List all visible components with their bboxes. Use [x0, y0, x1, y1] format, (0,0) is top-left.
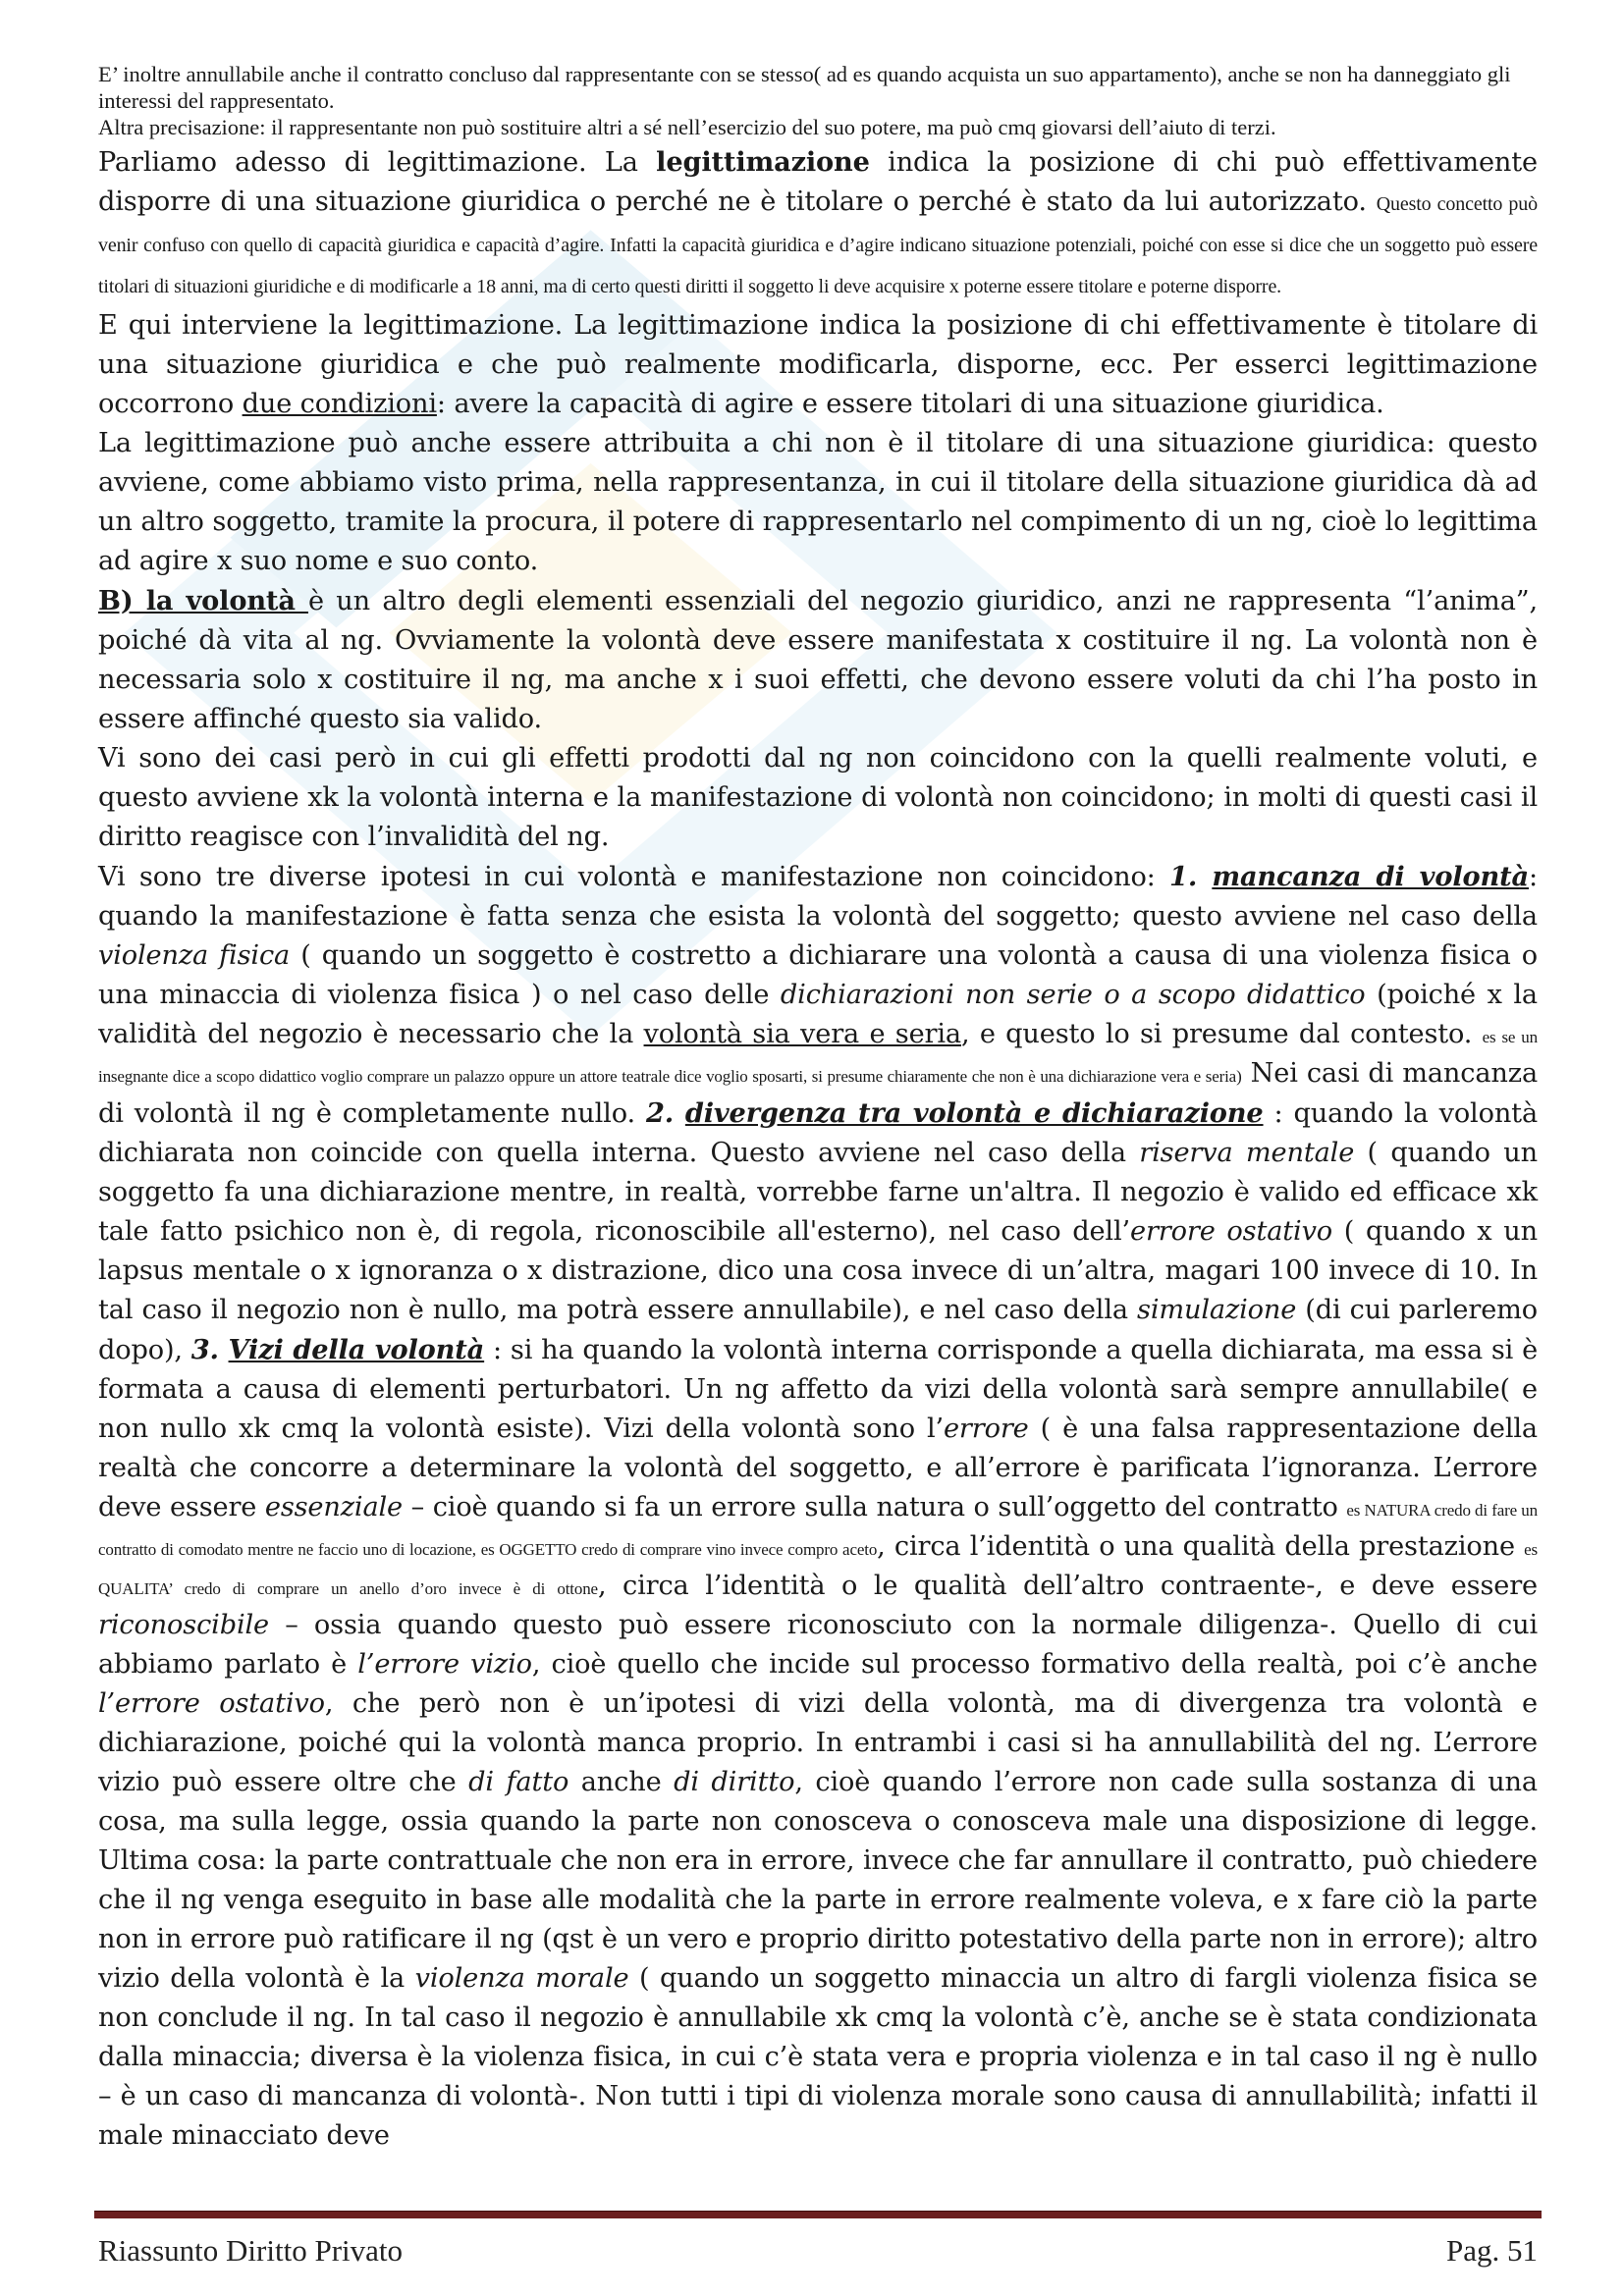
- text-run: E qui interviene la legittimazione. La legittimazione indica la posizione di chi effettivamente è titolare di una situazione giuridica e che può realmente modificarla, disporne, ecc. Per esserci legittimazione occorrono: [98, 310, 1538, 419]
- item-number-2: 2.: [645, 1097, 685, 1129]
- italic-term: l’errore vizio: [357, 1649, 532, 1680]
- page-number: Pag. 51: [1446, 2233, 1538, 2268]
- bold-term-legittimazione: legittimazione: [656, 146, 870, 178]
- text-run: , cioè quando l’errore non cade sulla sostanza di una cosa, ma sulla legge, ossia quando la parte non conosceva o conosceva male una disposizione di legge. Ultima cosa: la parte contrattuale che non era in errore, invece che far annullare il contratto, può chiedere che il ng venga eseguito in base alle modalità che la parte in errore realmente voleva, e x fare ciò la parte non in errore può ratificare il ng (qst è un vero e proprio diritto potestativo della parte non in errore); altro vizio della volontà è la: [98, 1767, 1538, 1994]
- text-run: : quando la manifestazione è fatta senza che esista la volontà del soggetto; questo avviene nel caso della: [98, 862, 1538, 932]
- intro-sentence-1: E’ inoltre annullabile anche il contratto concluso dal rappresentante con se stesso( ad es quando acquista un suo appartamento), anche se non ha danneggiato gli interessi del rappresentato.: [98, 62, 1511, 113]
- text-run: : quando la volontà dichiarata non coincide con quella interna. Questo avviene nel caso della: [98, 1098, 1539, 1168]
- text-run: Nei casi di mancanza di volontà il ng è completamente nullo.: [98, 1058, 1539, 1129]
- text-run: , cioè quello che incide sul processo formativo della realtà, poi c’è anche: [531, 1649, 1538, 1680]
- text-run: ( quando un soggetto minaccia un altro di fargli violenza fisica se non conclude il ng. In tal caso il negozio è annullabile xk cmq la volontà c’è, anche se è stata condizionata dalla minaccia; diversa è la violenza fisica, in cui c’è stata vera e propria violenza e in tal caso il ng è nullo – è un caso di mancanza di volontà-. Non tutti i tipi di violenza morale sono causa di annullabilità; infatti il male minacciato deve: [98, 1963, 1538, 2151]
- italic-term: simulazione: [1137, 1295, 1297, 1325]
- text-run: Vi sono tre diverse ipotesi in cui volontà e manifestazione non coincidono:: [98, 862, 1170, 892]
- italic-term: l’errore ostativo: [98, 1688, 325, 1719]
- text-run: Parliamo adesso di legittimazione. La: [98, 147, 657, 178]
- inline-note: es NATURA credo di fare un contratto di comodato mentre ne faccio uno di locazione, es OGGETTO credo di comprare vino invece compro aceto: [98, 1501, 1538, 1559]
- italic-term: di diritto: [674, 1767, 795, 1797]
- item-number-3: 3.: [190, 1334, 229, 1365]
- item-heading-divergenza: divergenza tra volontà e dichiarazione: [684, 1097, 1264, 1129]
- text-run: – ossia quando questo può essere riconosciuto con la normale diligenza-. Quello di cui abbiamo parlato è: [98, 1610, 1538, 1680]
- paragraph-legittimazione: [98, 142, 1538, 306]
- underlined-due-condizioni: due condizioni: [242, 389, 437, 419]
- inline-note: es QUALITA’ credo di comprare un anello d’oro invece è di ottone: [98, 1540, 1538, 1598]
- text-run: ( quando x un lapsus mentale o x ignoranza o x distrazione, dico una cosa invece di un’altra, magari 100 invece di 10. In tal caso il negozio non è nullo, ma potrà essere annullabile), e nel caso della: [98, 1216, 1538, 1325]
- paragraph-effetti: Vi sono dei casi però in cui gli effetti prodotti dal ng non coincidono con la quelli realmente voluti, e questo avviene xk la volontà interna e la manifestazione di volontà non coincidono; in molti di questi casi il diritto reagisce con l’invalidità del ng.: [98, 743, 1538, 852]
- paragraph-ipotesi: [98, 857, 1538, 2156]
- text-run: anche: [568, 1767, 675, 1797]
- italic-term: errore ostativo: [1130, 1216, 1333, 1247]
- text-run: ( quando un soggetto è costretto a dichiarare una volontà a causa di una violenza fisica o una minaccia di violenza fisica ) o nel caso delle: [98, 940, 1539, 1010]
- footer-divider: [94, 2211, 1542, 2218]
- item-number-1: 1.: [1169, 861, 1213, 892]
- italic-term: riconoscibile: [98, 1610, 269, 1640]
- inline-note: es se un insegnante dice a scopo didattico voglio comprare un palazzo oppure un attore teatrale dice voglio sposarti, si presume chiaramente che non è una dichiarazione vera e seria): [98, 1028, 1538, 1086]
- section-heading-b-volonta: B) la volontà: [98, 585, 308, 616]
- text-run: , che però non è un’ipotesi di vizi della volontà, ma di divergenza tra volontà e dichiarazione, poiché qui la volontà manca proprio. In entrambi i casi si ha annullabilità del ng. L’errore vizio può essere oltre che: [98, 1688, 1538, 1797]
- text-run: indica la posizione di chi può effettivamente disporre di una situazione giuridica o perché ne è titolare o perché è stato da lui autorizzato.: [98, 147, 1538, 217]
- text-run: ( quando un soggetto fa una dichiarazione mentre, in realtà, vorrebbe farne un'altra. Il negozio è valido ed efficace xk tale fatto psichico non è, di regola, riconoscibile all'esterno), nel caso dell’: [98, 1138, 1538, 1247]
- text-run: , e questo lo si presume dal contesto.: [960, 1019, 1483, 1049]
- paragraph-rappresentanza: La legittimazione può anche essere attribuita a chi non è il titolare di una situazione giuridica: questo avviene, come abbiamo visto prima, nella rappresentanza, in cui il titolare della situazione giuridica dà ad un altro soggetto, tramite la procura, il potere di rappresentarlo nel compimento di un ng, cioè lo legittima ad agire x suo nome e suo conto.: [98, 428, 1538, 576]
- text-run: : si ha quando la volontà interna corrisponde a quella dichiarata, ma essa si è formata a causa di elementi perturbatori. Un ng affetto da vizi della volontà sarà sempre annullabile( e non nullo xk cmq la volontà esiste). Vizi della volontà sono l’: [98, 1335, 1539, 1444]
- footer-title: Riassunto Diritto Privato: [98, 2233, 403, 2268]
- text-run: , circa l’identità o le qualità dell’altro contraente-, e deve essere: [597, 1571, 1538, 1601]
- text-run: è un altro degli elementi essenziali del negozio giuridico, anzi ne rappresenta “l’anima”, poiché dà vita al ng. Ovviamente la volontà deve essere manifestata x costituire il ng. La volontà non è necessaria solo x costituire il ng, ma anche x i suoi effetti, che devono essere voluti da chi l’ha posto in essere affinché questo sia valido.: [98, 586, 1538, 734]
- text-run: , circa l’identità o una qualità della prestazione: [877, 1531, 1525, 1562]
- paragraph-intervento: [98, 306, 1538, 424]
- italic-term: errore: [943, 1414, 1029, 1444]
- italic-term: violenza morale: [414, 1963, 629, 1994]
- intro-text: [98, 61, 1538, 140]
- italic-term: di fatto: [468, 1767, 569, 1797]
- text-run: – cioè quando si fa un errore sulla natura o sull’oggetto del contratto: [403, 1492, 1347, 1522]
- italic-term: essenziale: [264, 1492, 403, 1522]
- inline-note: Questo concetto può venir confuso con quello di capacità giuridica e capacità d’agire. Infatti la capacità giuridica e d’agire indicano situazione potenziali, poiché con esse si dice che un soggetto può essere titolari di situazioni giuridiche e di modificarle a 18 anni, ma di certo questi diritti il soggetto li deve acquisire x poterne essere titolare e poterne disporre.: [98, 193, 1538, 297]
- document-body: [98, 61, 1538, 2156]
- item-heading-mancanza: mancanza di volontà: [1212, 861, 1529, 892]
- text-run: ( è una falsa rappresentazione della realtà che concorre a determinare la volontà del soggetto, e all’errore è parificata l’ignoranza. L’errore deve essere: [98, 1414, 1538, 1522]
- underlined-term: volontà sia vera e seria: [643, 1019, 961, 1049]
- paragraph-volonta: [98, 581, 1538, 739]
- text-run: : avere la capacità di agire e essere titolari di una situazione giuridica.: [436, 389, 1384, 419]
- text-run: (poiché x la validità del negozio è necessario che la: [98, 980, 1538, 1049]
- item-heading-vizi: Vizi della volontà: [228, 1334, 485, 1365]
- intro-sentence-2: Altra precisazione: il rappresentante non può sostituire altri a sé nell’esercizio del suo potere, ma può cmq giovarsi dell’aiuto di terzi.: [98, 115, 1276, 139]
- italic-term: violenza fisica: [98, 940, 291, 971]
- text-run: (di cui parleremo dopo),: [98, 1295, 1538, 1365]
- italic-term: riserva mentale: [1139, 1138, 1355, 1168]
- italic-term: dichiarazioni non serie o a scopo didattico: [780, 980, 1366, 1010]
